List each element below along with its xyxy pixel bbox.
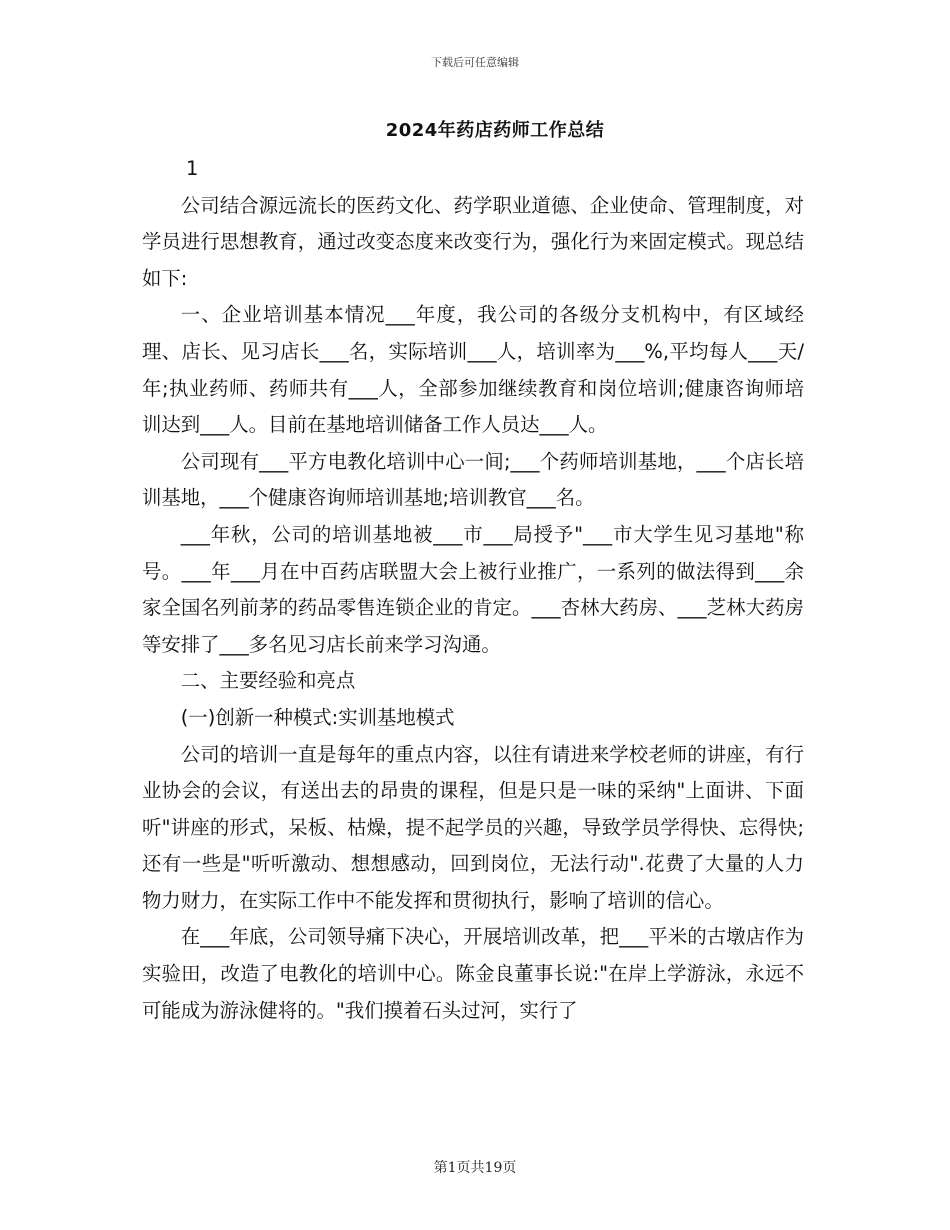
subsection-heading: (一)创新一种模式:实训基地模式 [180,705,455,729]
paragraph: ___年秋，公司的培训基地被___市___局授予"___市大学生见习基地"称号。___年___月在中百药店联盟大会上被行业推广，一系列的做法得到___余家全国名列前茅的药品零售连锁企业的肯定。___杏林大药房、___芝林大药房等安排了___多名见习店长前来学习沟通。 [142,522,804,656]
paragraph: 一、企业培训基本情况___年度，我公司的各级分支机构中，有区域经理、店长、见习店长___名，实际培训___人，培训率为___%,平均每人___天/年;执业药师、药师共有___人，全部参加继续教育和岗位培训;健康咨询师培训达到___人。目前在基地培训储备工作人员达___人。 [142,303,804,437]
paragraph: 在___年底，公司领导痛下决心，开展培训改革，把___平米的古墩店作为实验田，改造了电教化的培训中心。陈金良董事长说:"在岸上学游泳，永远不可能成为游泳健将的。"我们摸着石头过河，实行了 [142,925,804,1022]
section-marker: 1 [186,157,199,180]
paragraph: 公司结合源远流长的医药文化、药学职业道德、企业使命、管理制度，对学员进行思想教育，通过改变态度来改变行为，强化行为来固定模式。现总结如下: [142,193,804,290]
section-heading: 二、主要经验和亮点 [180,669,356,693]
header-note: 下载后可任意编辑 [431,56,519,69]
paragraph: 公司的培训一直是每年的重点内容，以往有请进来学校老师的讲座，有行业协会的会议，有送出去的昂贵的课程，但是只是一味的采纳"上面讲、下面听"讲座的形式，呆板、枯燥，提不起学员的兴趣，导致学员学得快、忘得快;还有一些是"听听激动、想想感动，回到岗位，无法行动".花费了大量的人力物力财力，在实际工作中不能发挥和贯彻执行，影响了培训的信心。 [142,742,804,912]
document-title: 2024年药店药师工作总结 [385,120,605,141]
document-body [142,151,804,1029]
paragraph: 公司现有___平方电教化培训中心一间;___个药师培训基地，___个店长培训基地，___个健康咨询师培训基地;培训教官___名。 [142,449,804,510]
page-number-footer: 第1页共19页 [433,1160,517,1176]
